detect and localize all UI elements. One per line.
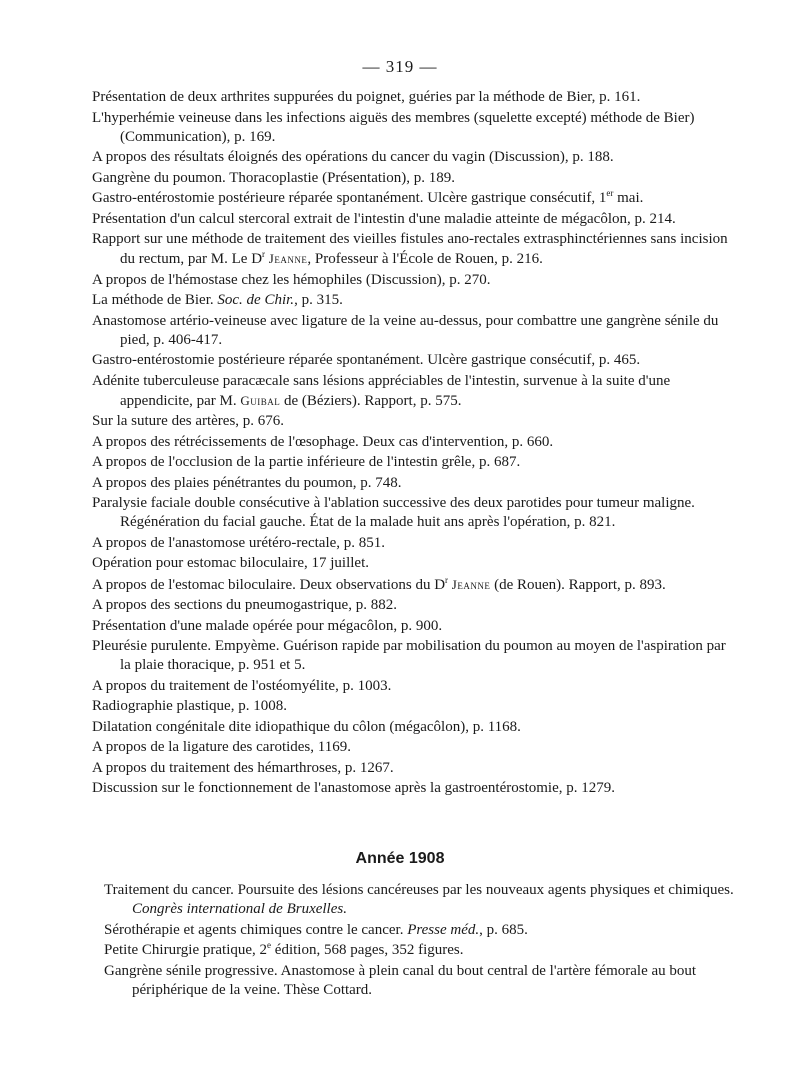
bibliography-entry: A propos des rétrécissements de l'œsophage. Deux cas d'intervention, p. 660.	[92, 433, 554, 450]
author-name: Jeanne	[451, 576, 491, 592]
bibliography-entry: A propos des résultats éloignés des opérations du cancer du vagin (Discussion), p. 188.	[92, 149, 614, 165]
bibliography-entry: Gangrène du poumon. Thoracoplastie (Présentation), p. 189.	[92, 169, 455, 186]
bibliography-entry: Gangrène sénile progressive. Anastomose à plein canal du bout central de l'artère fémorale au bout périphérique de la veine. Thèse Cottard.	[104, 962, 697, 998]
bibliography-entry: Petite Chirurgie pratique, 2e édition, 568 pages, 352 figures.	[104, 940, 464, 958]
bibliography-entry: Anastomose artério-veineuse avec ligature de la veine au-dessus, pour combattre une gangrène sénile du pied, p. 406-417.	[92, 312, 719, 348]
page-number: — 319 —	[362, 57, 438, 76]
bibliography-entry: A propos des sections du pneumogastrique, p. 882.	[92, 597, 397, 613]
bibliography-entry: Gastro-entérostomie postérieure réparée spontanément. Ulcère gastrique consécutif, 1er mai.	[92, 188, 644, 206]
journal-title: Congrès international de Bruxelles.	[132, 901, 347, 917]
journal-title: Soc. de Chir.	[217, 292, 295, 308]
author-name: Jeanne	[268, 251, 308, 266]
bibliography-entry: A propos de l'estomac biloculaire. Deux observations du $D^r$ Jeanne (de Rouen). Rapport, p. 893.	[92, 574, 666, 593]
bibliography-entry: L'hyperhémie veineuse dans les infections aiguës des membres (squelette excepté) méthode de Bier) (Communication), p. 169.	[92, 109, 695, 145]
bibliography-entry: A propos de l'anastomose urétéro-rectale, p. 851.	[92, 534, 386, 551]
bibliography-entry: A propos de l'hémostase chez les hémophiles (Discussion), p. 270.	[92, 271, 491, 288]
journal-title: Presse méd.	[407, 921, 480, 938]
bibliography-entry: Présentation d'un calcul stercoral extrait de l'intestin d'une maladie atteinte de mégacôlon, p. 214.	[92, 210, 676, 227]
bibliography-entry: Traitement du cancer. Poursuite des lésions cancéreuses par les nouveaux agents physiques et chimiques. Congrès international de Bruxelles.	[104, 882, 734, 917]
bibliography-entry: Opération pour estomac biloculaire, 17 juillet.	[92, 555, 370, 571]
bibliography-entry: Gastro-entérostomie postérieure réparée spontanément. Ulcère gastrique consécutif, p. 465.	[92, 352, 641, 368]
bibliography-entry: A propos des plaies pénétrantes du poumon, p. 748.	[92, 474, 402, 491]
bibliography-entry: Présentation de deux arthrites suppurées du poignet, guéries par la méthode de Bier, p. 161.	[92, 89, 641, 105]
bibliography-entry: Présentation d'une malade opérée pour mégacôlon, p. 900.	[92, 617, 443, 634]
bibliography-list-1907	[92, 88, 732, 800]
bibliography-entry: Rapport sur une méthode de traitement des vieilles fistules ano-rectales extrasphinctériennes sans incision du rectum, par M. Le $D^r$ Jeanne, Professeur à l'École de Rouen, p. 216.	[92, 231, 728, 267]
section-title: Année 1908	[355, 850, 445, 867]
bibliography-entry: La méthode de Bier. Soc. de Chir., p. 315.	[92, 292, 343, 308]
bibliography-entry: Pleurésie purulente. Empyème. Guérison rapide par mobilisation du poumon au moyen de l'aspiration par la plaie thoracique, p. 951 et 5.	[92, 638, 726, 673]
bibliography-entry: A propos de l'occlusion de la partie inférieure de l'intestin grêle, p. 687.	[92, 454, 521, 470]
bibliography-entry: Adénite tuberculeuse paracæcale sans lésions appréciables de l'intestin, survenue à la suite d'une appendicite, par M. Guibal de (Béziers). Rapport, p. 575.	[92, 372, 671, 409]
bibliography-entry: A propos du traitement des hémarthroses, p. 1267.	[92, 759, 394, 776]
bibliography-list-1908	[104, 881, 754, 1001]
bibliography-entry: Sur la suture des artères, p. 676.	[92, 413, 285, 429]
bibliography-entry: Sérothérapie et agents chimiques contre le cancer. Presse méd., p. 685.	[104, 921, 528, 938]
bibliography-entry: Discussion sur le fonctionnement de l'anastomose après la gastroentérostomie, p. 1279.	[92, 780, 616, 796]
bibliography-entry: Radiographie plastique, p. 1008.	[92, 698, 287, 714]
bibliography-entry: Paralysie faciale double consécutive à l'ablation successive des deux parotides pour tumeur maligne. Régénération du facial gauche. État de la malade huit ans après l'opération, p. 821.	[92, 495, 695, 530]
bibliography-entry: A propos du traitement de l'ostéomyélite, p. 1003.	[92, 677, 392, 694]
bibliography-entry: A propos de la ligature des carotides, 1169.	[92, 739, 351, 755]
author-name: Guibal	[240, 392, 281, 408]
bibliography-entry: Dilatation congénitale dite idiopathique du côlon (mégacôlon), p. 1168.	[92, 718, 521, 735]
